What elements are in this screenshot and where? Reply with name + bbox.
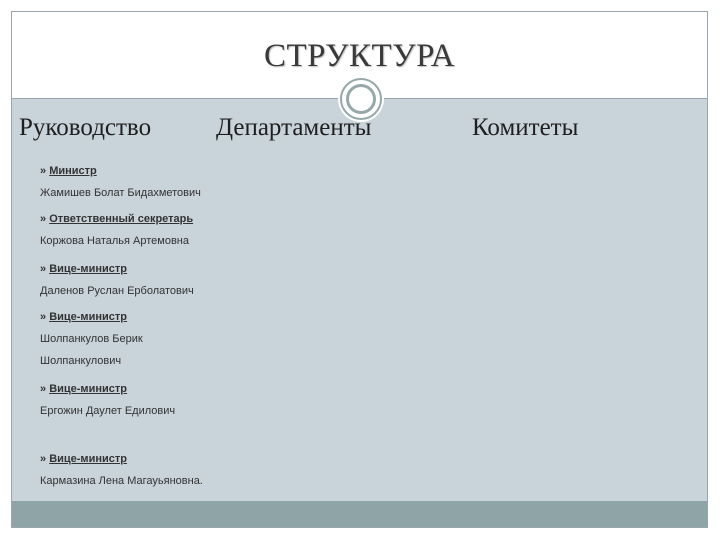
leadership-item — [40, 160, 240, 204]
person-name: Шолпанкулович — [40, 355, 122, 367]
role-link[interactable]: Министр — [49, 165, 97, 177]
role-link[interactable]: Вице-министр — [49, 453, 127, 465]
column-header-leadership: Руководство — [19, 114, 152, 141]
person-name: Коржова Наталья Артемовна — [40, 235, 189, 247]
role-link[interactable]: Вице-министр — [49, 263, 127, 275]
bullet-icon: » — [40, 453, 47, 465]
role-line — [40, 208, 240, 230]
role-link[interactable]: Вице-министр — [49, 383, 127, 395]
person-name: Даленов Руслан Ерболатович — [40, 285, 194, 297]
bullet-icon: » — [40, 311, 47, 323]
person-name: Ергожин Даулет Едилович — [40, 405, 176, 417]
role-line — [40, 258, 240, 280]
role-line — [40, 448, 240, 470]
bullet-icon: » — [40, 263, 47, 275]
slide-title: СТРУКТУРА — [263, 38, 456, 74]
role-link[interactable]: Вице-министр — [49, 311, 127, 323]
person-name: Кармазина Лена Магауьяновна. — [40, 475, 203, 487]
role-line — [40, 160, 240, 182]
role-link[interactable]: Ответственный секретарь — [49, 213, 194, 225]
person-name: Шолпанкулов Берик — [40, 333, 143, 345]
column-header-committees: Комитеты — [472, 114, 579, 141]
person-name: Жамишев Болат Бидахметович — [40, 187, 201, 199]
role-line — [40, 378, 240, 400]
bullet-icon: » — [40, 383, 47, 395]
bullet-icon: » — [40, 213, 47, 225]
leadership-item — [40, 448, 240, 492]
bullet-icon: » — [40, 165, 47, 177]
leadership-item — [40, 306, 240, 372]
leadership-item — [40, 258, 240, 302]
leadership-item — [40, 208, 240, 252]
column-header-departments: Департаменты — [216, 114, 372, 141]
role-line — [40, 306, 240, 328]
bottom-bar — [12, 501, 707, 527]
leadership-item — [40, 378, 240, 422]
